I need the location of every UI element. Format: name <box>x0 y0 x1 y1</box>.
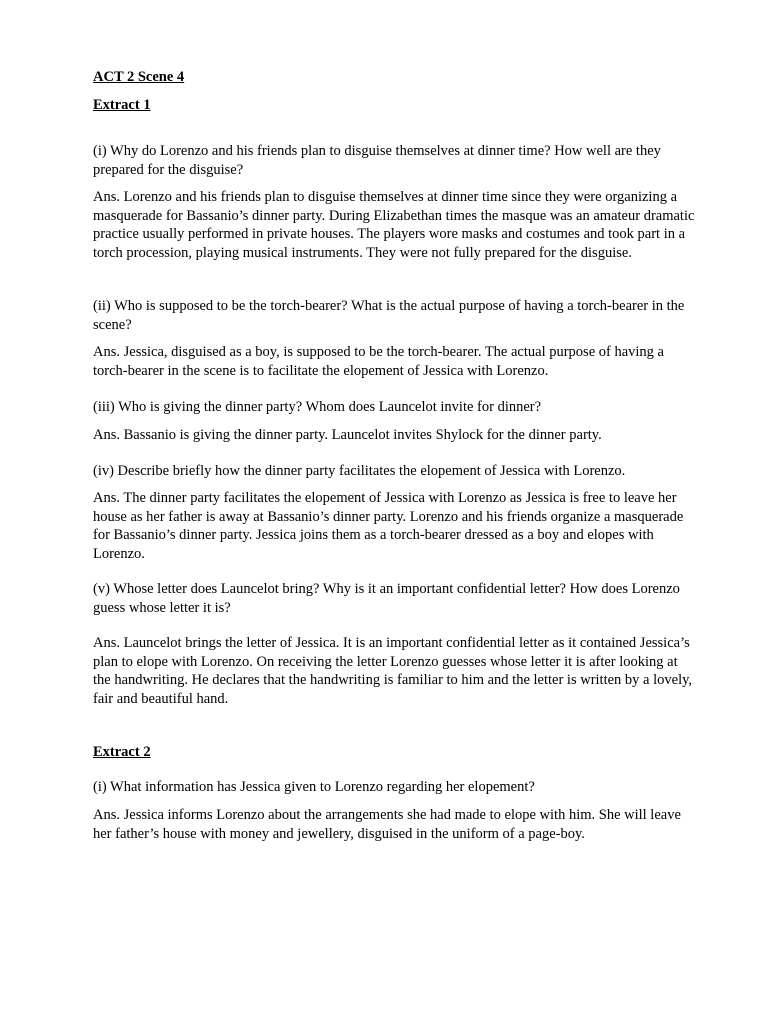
extract-1-answer-2: Ans. Jessica, disguised as a boy, is supposed to be the torch-bearer. The actual purpose of having a torch-bearer in the scene is to facilitate the elopement of Jessica with Lorenzo. <box>93 344 664 379</box>
extract-2-heading: Extract 2 <box>93 744 151 760</box>
extract-1-answer-4: Ans. The dinner party facilitates the elopement of Jessica with Lorenzo as Jessica is free to leave her house as her father is away at Bassanio’s dinner party. Lorenzo and his friends organize a masquerade for Bassanio’s dinner party. Jessica joins them as a torch-bearer dressed as a boy and elopes with Lorenzo. <box>93 490 684 562</box>
extract-1-question-1: (i) Why do Lorenzo and his friends plan to disguise themselves at dinner time? How well are they prepared for the disguise? <box>93 143 661 178</box>
extract-1-heading: Extract 1 <box>93 97 151 113</box>
extract-1-question-2: (ii) Who is supposed to be the torch-bearer? What is the actual purpose of having a torch-bearer in the scene? <box>93 298 685 333</box>
extract-1-answer-1: Ans. Lorenzo and his friends plan to disguise themselves at dinner time since they were organizing a masquerade for Bassanio’s dinner party. During Elizabethan times the masque was an amateur dramatic practice usually performed in private houses. The players wore masks and costumes and took part in a torch procession, playing musical instruments. They were not fully prepared for the disguise. <box>93 189 695 261</box>
act-title: ACT 2 Scene 4 <box>93 69 185 85</box>
extract-2-question-1: (i) What information has Jessica given to Lorenzo regarding her elopement? <box>93 779 535 795</box>
extract-1-question-5: (v) Whose letter does Launcelot bring? Why is it an important confidential letter? How does Lorenzo guess whose letter it is? <box>93 581 680 616</box>
extract-1-question-4: (iv) Describe briefly how the dinner party facilitates the elopement of Jessica with Lorenzo. <box>93 463 626 479</box>
extract-1-answer-3: Ans. Bassanio is giving the dinner party. Launcelot invites Shylock for the dinner party. <box>93 427 602 443</box>
extract-2-answer-1: Ans. Jessica informs Lorenzo about the arrangements she had made to elope with him. She will leave her father’s house with money and jewellery, disguised in the uniform of a page-boy. <box>93 807 681 842</box>
extract-1-question-3: (iii) Who is giving the dinner party? Whom does Launcelot invite for dinner? <box>93 399 542 415</box>
extract-1-answer-5: Ans. Launcelot brings the letter of Jessica. It is an important confidential letter as it contained Jessica’s plan to elope with Lorenzo. On receiving the letter Lorenzo guesses whose letter it is after looking at the handwriting. He declares that the handwriting is familiar to him and the letter is written by a lovely, fair and beautiful hand. <box>93 635 693 707</box>
